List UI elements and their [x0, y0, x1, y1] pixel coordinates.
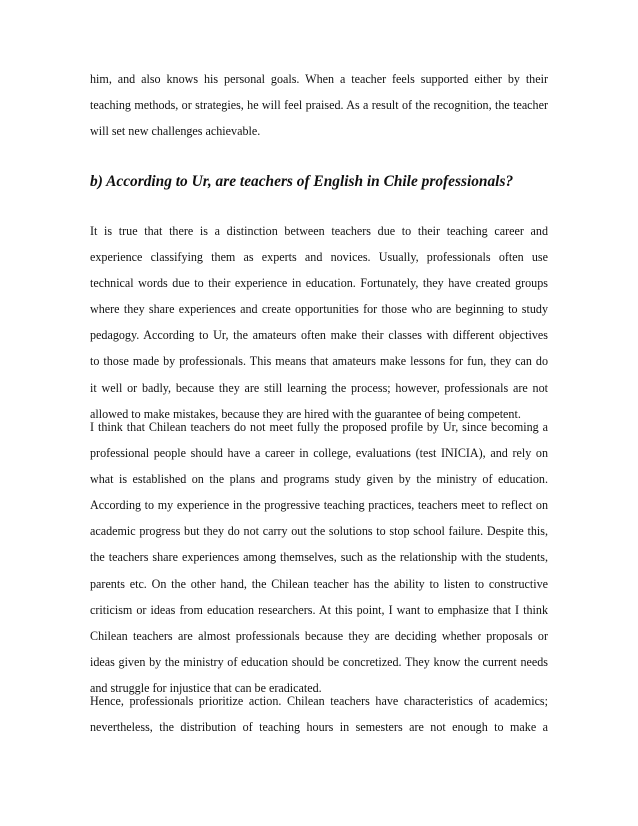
text-line: teaching methods, or strategies, he will feel praised. As a result of the recognition, the teacher	[90, 98, 548, 113]
text-line: what is established on the plans and programs study given by the ministry of education.	[90, 472, 548, 487]
text-line: professional people should have a career in college, evaluations (test INICIA), and rely on	[90, 446, 548, 461]
text-line: Chilean teachers are almost professionals because they are deciding whether proposals or	[90, 628, 548, 643]
text-line: It is true that there is a distinction between teachers due to their teaching career and	[90, 224, 548, 238]
text-line: to those made by professionals. This means that amateurs make lessons for fun, they can do	[90, 354, 548, 369]
text-line: him, and also knows his personal goals. When a teacher feels supported either by their	[90, 72, 548, 86]
text-line: the teachers share experiences among themselves, such as the relationship with the students,	[90, 550, 548, 565]
text-line: academic progress but they do not carry out the solutions to stop school failure. Despite this,	[90, 524, 548, 539]
paragraph-distinction	[90, 218, 548, 427]
text-line: where they share experiences and create opportunities for those who are beginning to study	[90, 302, 548, 317]
text-line: criticism or ideas from education researchers. At this point, I want to emphasize that I think	[90, 602, 548, 617]
text-line: ideas given by the ministry of education should be concretized. They know the current needs	[90, 654, 548, 669]
paragraph-chilean-teachers	[90, 414, 548, 701]
text-line: nevertheless, the distribution of teaching hours in semesters are not enough to make a	[90, 720, 548, 735]
text-line: Hence, professionals prioritize action. Chilean teachers have characteristics of academics;	[90, 694, 548, 708]
paragraph-hence	[90, 688, 548, 740]
text-line: I think that Chilean teachers do not meet fully the proposed profile by Ur, since becoming a	[90, 420, 548, 434]
section-heading: b) According to Ur, are teachers of English in Chile professionals?	[90, 173, 514, 190]
text-line: pedagogy. According to Ur, the amateurs often make their classes with different objectives	[90, 328, 548, 343]
text-line: and struggle for injustice that can be eradicated.	[90, 680, 322, 695]
text-line: technical words due to their experience in education. Fortunately, they have created groups	[90, 276, 548, 291]
text-line: it well or badly, because they are still learning the process; however, professionals are not	[90, 380, 548, 395]
text-line: According to my experience in the progressive teaching practices, teachers meet to reflect on	[90, 498, 548, 513]
text-line: allowed to make mistakes, because they are hired with the guarantee of being competent.	[90, 406, 521, 421]
text-line: parents etc. On the other hand, the Chilean teacher has the ability to listen to constructive	[90, 576, 548, 591]
text-line: will set new challenges achievable.	[90, 124, 261, 139]
paragraph-intro	[90, 66, 548, 144]
text-line: experience classifying them as experts and novices. Usually, professionals often use	[90, 250, 548, 265]
